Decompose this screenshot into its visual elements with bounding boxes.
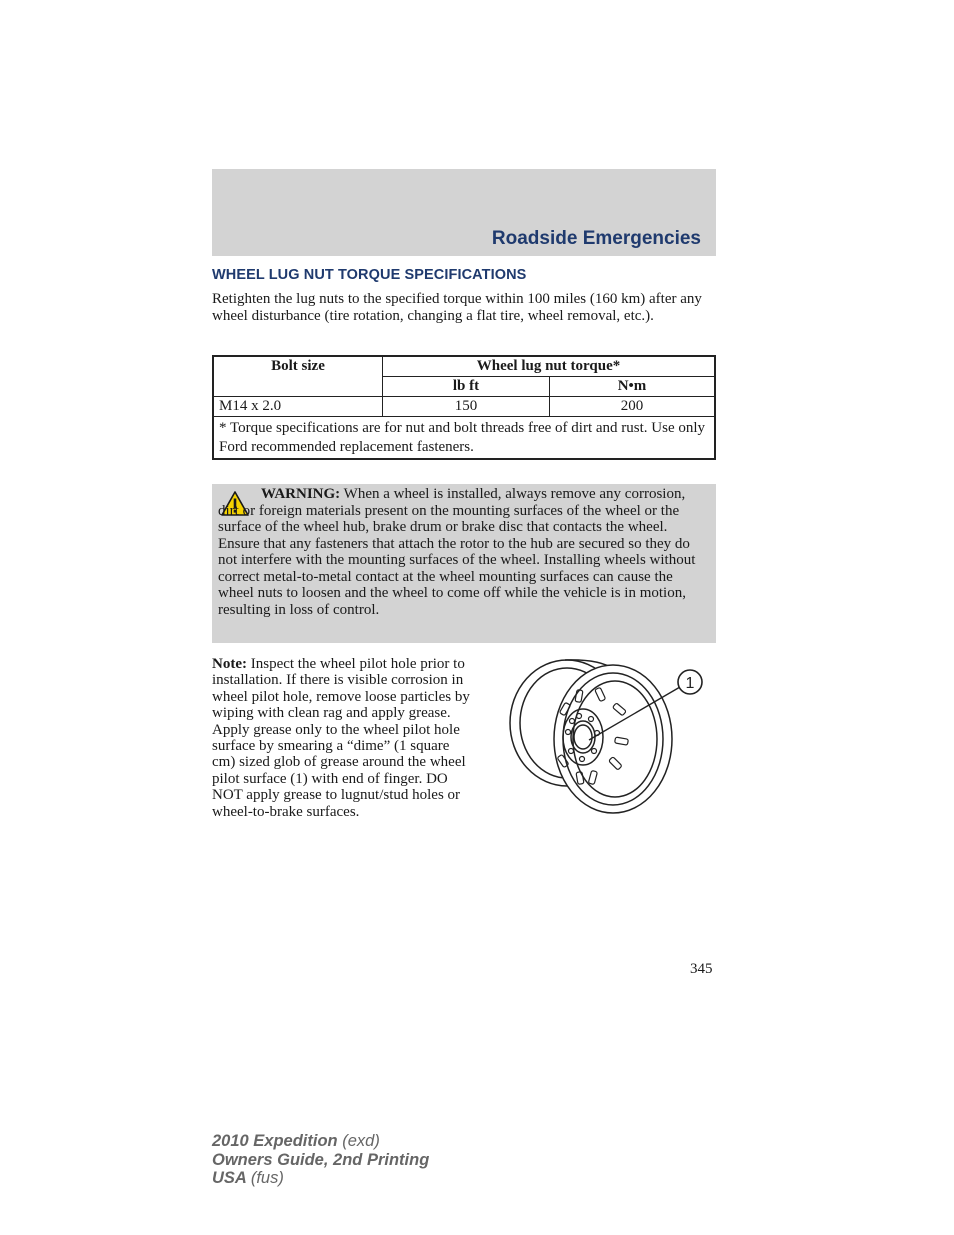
torque-header: Wheel lug nut torque*	[383, 356, 716, 377]
section-heading: WHEEL LUG NUT TORQUE SPECIFICATIONS	[212, 267, 527, 283]
note-paragraph	[212, 656, 474, 820]
wheel-illustration	[505, 655, 717, 820]
table-row	[213, 397, 715, 417]
footer-model: 2010 Expedition	[212, 1132, 338, 1150]
note-label: Note:	[212, 656, 247, 672]
lbft-header: lb ft	[383, 377, 550, 397]
intro-paragraph: Retighten the lug nuts to the specified torque within 100 miles (160 km) after any wheel disturbance (tire rotation, changing a flat tire, wheel removal, etc.).	[212, 291, 702, 324]
figure-callout: 1	[685, 675, 695, 692]
section-title: Roadside Emergencies	[491, 228, 701, 249]
warning-text	[218, 486, 708, 618]
table-footnote-row	[213, 417, 715, 460]
footer-market-code: (fus)	[250, 1169, 284, 1187]
table-footnote: * Torque specifications are for nut and bolt threads free of dirt and rust. Use only Ford recommended replacement fasteners.	[213, 417, 715, 460]
footer-model-code: (exd)	[342, 1132, 380, 1150]
warning-body: When a wheel is installed, always remove any corrosion, dirt or foreign materials present on the mounting surfaces of the wheel or the surface of the wheel hub, brake drum or brake disc that contacts the wheel. Ensure that any fasteners that attach the rotor to the hub are secured so they do not interfere with the mounting surfaces of the wheel. Installing wheels without correct metal-to-metal contact at the wheel mounting surfaces can cause the wheel nuts to loosen and the wheel to come off while the vehicle is in motion, resulting in loss of control.	[218, 486, 696, 618]
footer-line-3	[212, 1169, 429, 1188]
lbft-cell: 150	[383, 397, 550, 417]
bolt-size-header: Bolt size	[213, 356, 383, 397]
nm-header: N•m	[550, 377, 716, 397]
bolt-size-cell: M14 x 2.0	[213, 397, 383, 417]
warning-box	[212, 484, 716, 643]
footer	[212, 1132, 429, 1188]
warning-label: WARNING:	[261, 486, 341, 502]
torque-spec-table	[212, 355, 716, 460]
table-header-row	[213, 356, 715, 377]
note-body: Inspect the wheel pilot hole prior to installation. If there is visible corrosion in wheel pilot hole, remove loose particles by wiping with clean rag and apply grease. Apply grease only to the wheel pilot hole surface by smearing a “dime” (1 square cm) sized glob of grease around the wheel pilot surface (1) with end of finger. DO NOT apply grease to lugnut/stud holes or wheel-to-brake surfaces.	[212, 656, 470, 820]
page-number: 345	[690, 961, 713, 977]
footer-line-2: Owners Guide, 2nd Printing	[212, 1150, 430, 1169]
footer-market: USA	[212, 1169, 247, 1187]
section-header-band	[212, 169, 716, 256]
footer-line-1	[212, 1132, 429, 1151]
nm-cell: 200	[550, 397, 716, 417]
